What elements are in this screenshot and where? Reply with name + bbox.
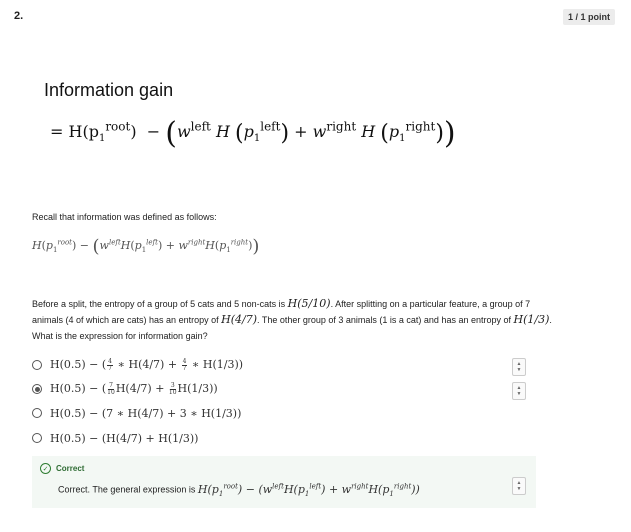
information-gain-formula-image: = $H(p_1^{root}) - (w^{left}$ H $(p_1^{left}) + w^{right}$ H $(p_1^{right})$) [50,116,456,151]
radio-button[interactable] [32,408,42,418]
answer-option-3[interactable] [32,404,241,422]
scenario-text: Before a split, the entropy of a group of 5 cats and 5 non-cats is H(5/10). After splitting on a particular feature, a group of 7 animals (4 of which are cats) has an entropy of H(4/7). The other group of 3 animals (1 is a cat) and has an entropy of H(1/3). What is the expression for information gain? [32,297,552,341]
answer-option-1[interactable] [32,356,243,374]
feedback-title: Correct [56,464,85,473]
definition-formula: $H(p_1^{root}) - (w^{left}H(p_1^{left}) + w^{right}H(p_1^{right}))$ [32,236,260,257]
figure-title: Information gain [44,80,174,100]
radio-button[interactable] [32,433,42,443]
checkmark-icon: ✓ [40,463,51,474]
option-label: H(0.5) − (H(4/7) + H(1/3)) [50,431,199,445]
stepper-icon[interactable]: ▲ ▼ [512,382,526,400]
points-badge: 1 / 1 point [563,9,615,25]
radio-button-selected[interactable] [32,384,42,394]
radio-button[interactable] [32,360,42,370]
option-label: H(0.5) − ( $\frac{7}{10}$ H(4/7) + $\frac{3}{10}$ H(1/3)) [50,381,218,396]
stepper-icon[interactable]: ▲ ▼ [512,477,526,495]
answer-option-2[interactable] [32,380,218,398]
option-label: H(0.5) − (7 ∗ H(4/7) + 3 ∗ H(1/3)) [50,406,242,420]
feedback-panel [32,456,536,508]
question-number: 2. [14,10,24,22]
option-label: H(0.5) − ( $\frac{4}{7}$ ∗ H(4/7) + $\frac{4}{7}$ ∗ H(1/3)) [50,357,244,372]
answer-option-4[interactable] [32,429,198,447]
feedback-text: Correct. The general expression is $H(p_1^{root}) - (w^{left}H(p_1^{left}) + w^{right}H(p_1^{right}))$ [58,482,420,498]
recall-text: Recall that information was defined as follows: [32,212,217,222]
stepper-icon[interactable]: ▲ ▼ [512,358,526,376]
